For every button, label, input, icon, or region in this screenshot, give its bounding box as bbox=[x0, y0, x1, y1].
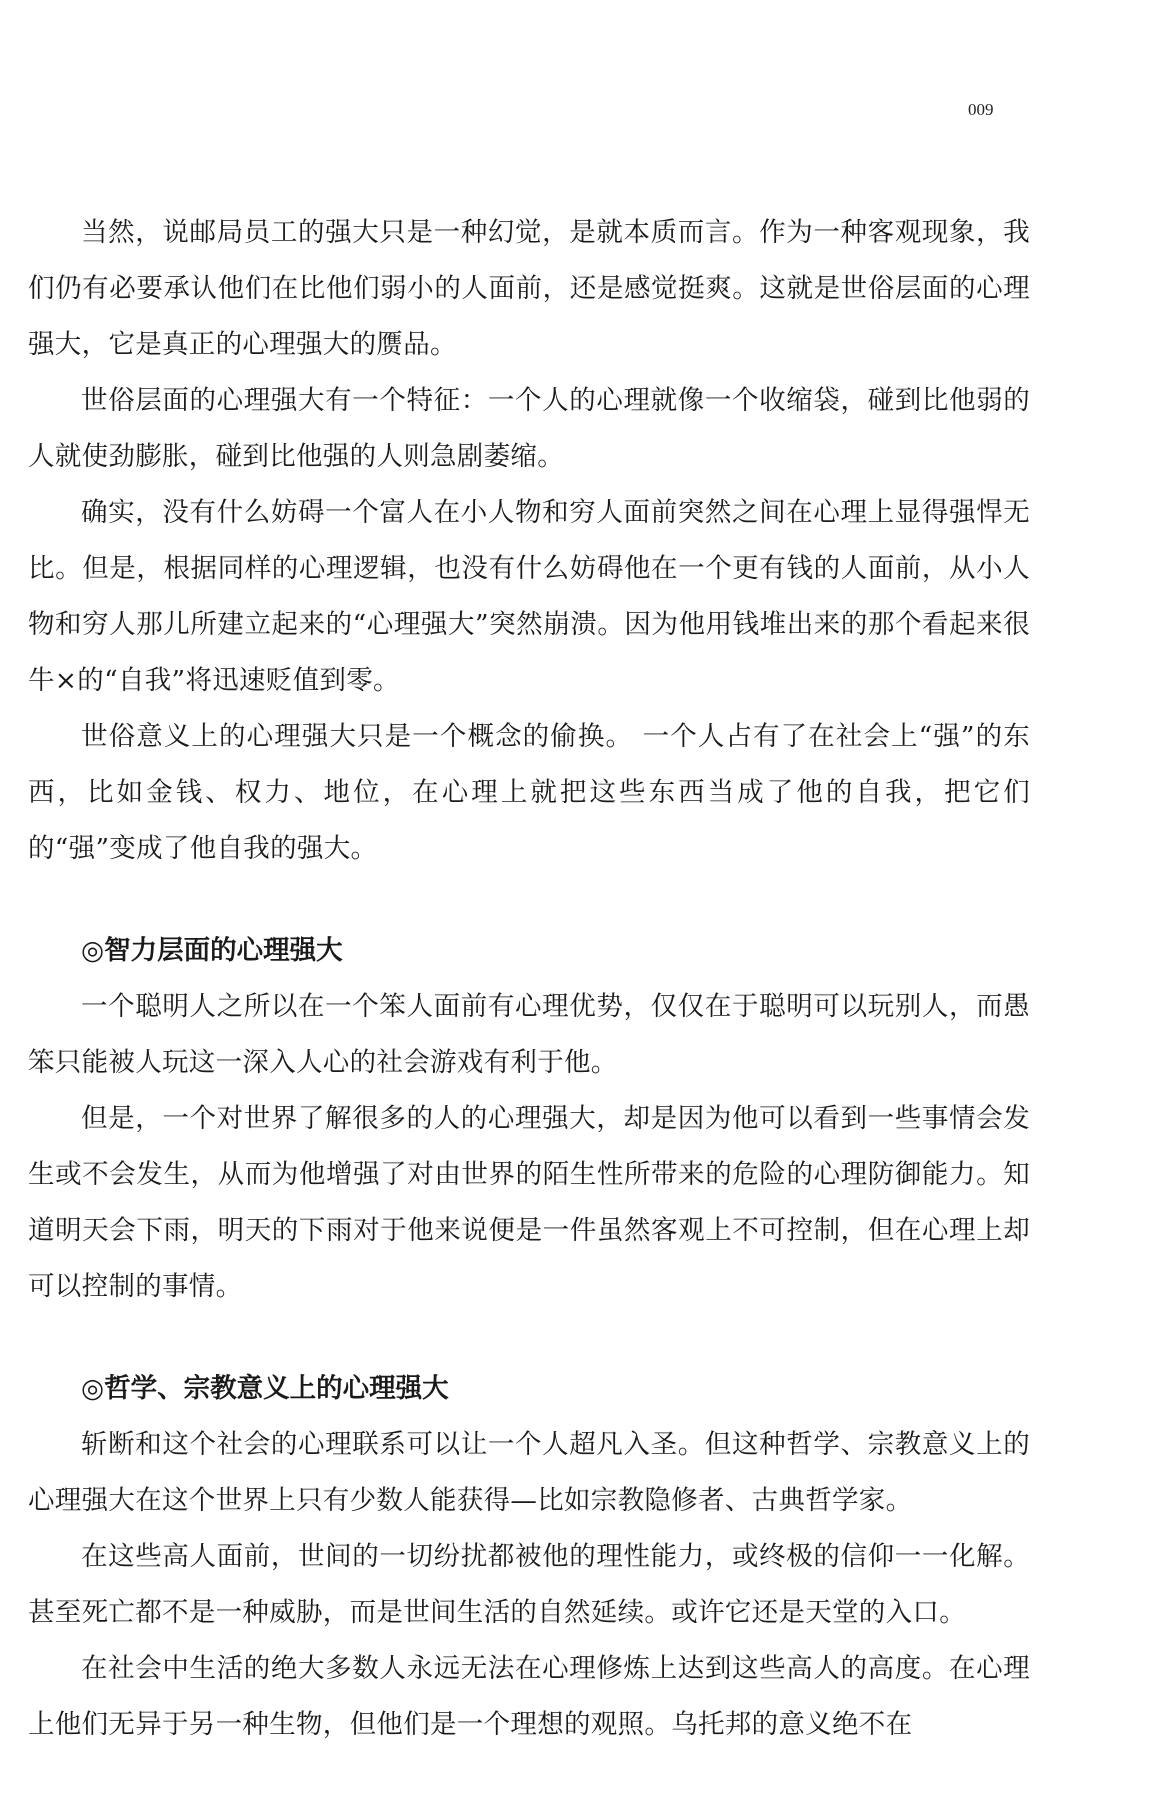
paragraph: 斩断和这个社会的心理联系可以让一个人超凡入圣。但这种哲学、宗教意义上的心理强大在这个世界上只有少数人能获得—比如宗教隐修者、古典哲学家。 bbox=[28, 1429, 1030, 1516]
paragraph: 在社会中生活的绝大多数人永远无法在心理修炼上达到这些高人的高度。在心理上他们无异于另一种生物，但他们是一个理想的观照。乌托邦的意义绝不在 bbox=[28, 1653, 1030, 1740]
section-heading: ◎哲学、宗教意义上的心理强大 bbox=[81, 1373, 449, 1404]
section-heading: ◎智力层面的心理强大 bbox=[81, 935, 343, 966]
paragraph: 一个聪明人之所以在一个笨人面前有心理优势，仅仅在于聪明可以玩别人，而愚笨只能被人玩这一深入人心的社会游戏有利于他。 bbox=[28, 991, 1030, 1078]
section-philosophy-strength bbox=[28, 1361, 1030, 1753]
paragraph: 但是，一个对世界了解很多的人的心理强大，却是因为他可以看到一些事情会发生或不会发生，从而为他增强了对由世界的陌生性所带来的危险的心理防御能力。知道明天会下雨，明天的下雨对于他来说便是一件虽然客观上不可控制，但在心理上却可以控制的事情。 bbox=[28, 1103, 1030, 1302]
paragraph: 当然，说邮局员工的强大只是一种幻觉，是就本质而言。作为一种客观现象，我们仍有必要承认他们在比他们弱小的人面前，还是感觉挺爽。这就是世俗层面的心理强大，它是真正的心理强大的赝品。 bbox=[28, 217, 1030, 360]
section-intellect-strength bbox=[28, 923, 1030, 1315]
paragraph: 世俗意义上的心理强大只是一个概念的偷换。 一个人占有了在社会上“强”的东西，比如金钱、权力、地位，在心理上就把这些东西当成了他的自我，把它们的“强”变成了他自我的强大。 bbox=[28, 721, 1030, 864]
section-worldly-strength bbox=[28, 205, 1030, 877]
paragraph: 确实，没有什么妨碍一个富人在小人物和穷人面前突然之间在心理上显得强悍无比。但是，根据同样的心理逻辑，也没有什么妨碍他在一个更有钱的人面前，从小人物和穷人那儿所建立起来的“心理强大”突然崩溃。因为他用钱堆出来的那个看起来很牛×的“自我”将迅速贬值到零。 bbox=[28, 497, 1030, 696]
paragraph: 在这些高人面前，世间的一切纷扰都被他的理性能力，或终极的信仰一一化解。甚至死亡都不是一种威胁，而是世间生活的自然延续。或许它还是天堂的入口。 bbox=[28, 1541, 1030, 1628]
page-number: 009 bbox=[968, 100, 994, 119]
page-body bbox=[28, 205, 1030, 1753]
paragraph: 世俗层面的心理强大有一个特征：一个人的心理就像一个收缩袋，碰到比他弱的人就使劲膨胀，碰到比他强的人则急剧萎缩。 bbox=[28, 385, 1030, 472]
